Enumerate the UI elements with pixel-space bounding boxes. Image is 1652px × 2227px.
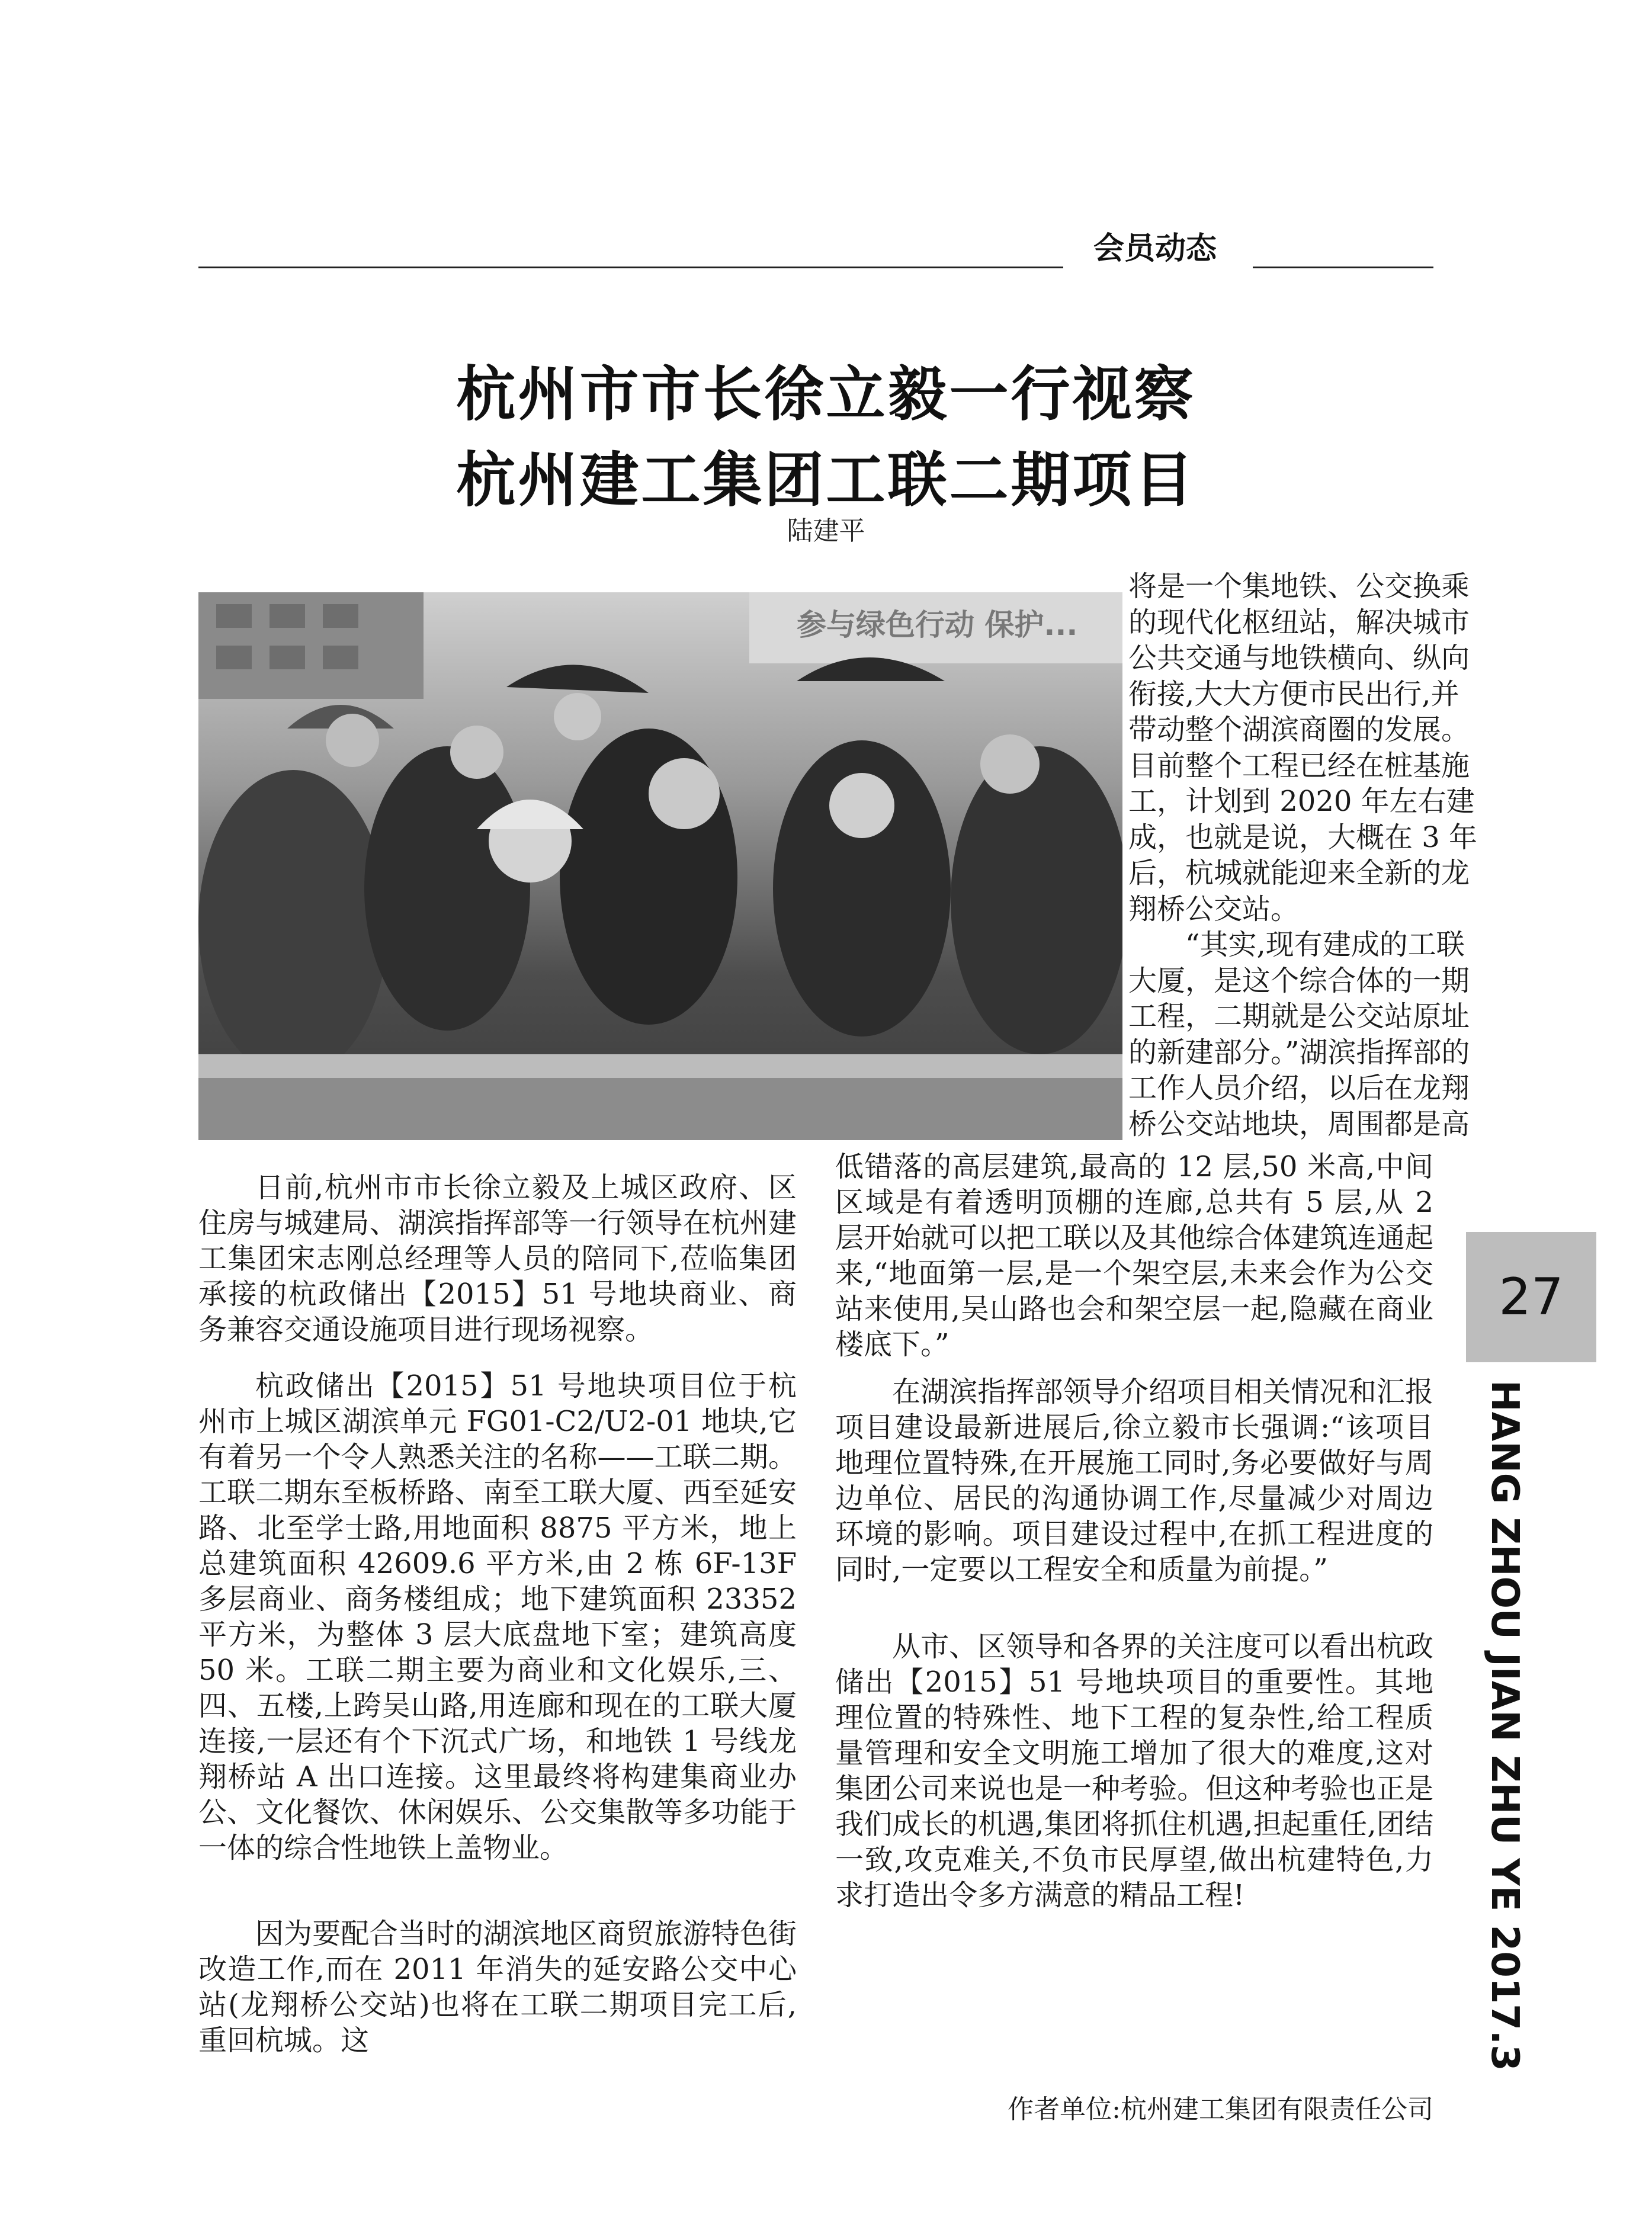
right-col-paragraph-2: 在湖滨指挥部领导介绍项目相关情况和汇报项目建设最新进展后,徐立毅市长强调:“该项目地理位置特殊,在开展施工同时,务必要做好与周边单位、居民的沟通协调工作,尽量减少对周边环境的影响。项目建设过程中,在抓工程进度的同时,一定要以工程安全和质量为前提。” <box>835 1375 1433 1586</box>
article-title-line-1: 杭州市市长徐立毅一行视察 <box>456 360 1196 429</box>
right-col-line: 的现代化枢纽站，解决城市 <box>1128 605 1470 639</box>
right-col-line: 桥公交站地块，周围都是高 <box>1128 1107 1470 1141</box>
right-col-line: 的新建部分。”湖滨指挥部的 <box>1128 1035 1470 1069</box>
article-author: 陆建平 <box>787 516 865 546</box>
right-col-line: 工作人员介绍，以后在龙翔 <box>1128 1071 1470 1105</box>
left-col-paragraph-3: 因为要配合当时的湖滨地区商贸旅游特色街改造工作,而在 2011 年消失的延安路公交中心站(龙翔桥公交站)也将在工联二期项目完工后,重回杭城。这 <box>198 1917 797 2057</box>
banner-text: 参与绿色行动 保护... <box>797 608 1078 642</box>
right-col-paragraph-3: 从市、区领导和各界的关注度可以看出杭政储出【2015】51 号地块项目的重要性。其地理位置的特殊性、地下工程的复杂性,给工程质量管理和安全文明施工增加了很大的难度,这对集团公司来说也是一种考验。但这种考验也正是我们成长的机遇,集团将抓住机遇,担起重任,团结一致,攻克难关,不负市民厚望,做出杭建特色,力求打造出令多方满意的精品工程! <box>835 1630 1433 1912</box>
header-rule-left <box>198 267 1063 268</box>
right-column-top <box>1128 569 1478 1142</box>
left-col-paragraph-2: 杭政储出【2015】51 号地块项目位于杭州市上城区湖滨单元 FG01-C2/U2-01 地块,它有着另一个令人熟悉关注的名称——工联二期。工联二期东至板桥路、南至工联大厦、西至延安路、北至学士路,用地面积 8875 平方米，地上总建筑面积 42609.6 平方米,由 2 栋 6F-13F 多层商业、商务楼组成；地下建筑面积 23352 平方米，为整体 3 层大底盘地下室；建筑高度 50 米。工联二期主要为商业和文化娱乐,三、四、五楼,上跨吴山路,用连廊和现在的工联大厦连接,一层还有个下沉式广场，和地铁 1 号线龙翔桥站 A 出口连接。这里最终将构建集商业办公、文化餐饮、休闲娱乐、公交集散等多功能于一体的综合性地铁上盖物业。 <box>198 1369 797 1865</box>
right-col-line: 目前整个工程已经在桩基施 <box>1128 749 1470 782</box>
page-number: 27 <box>1466 1232 1596 1362</box>
article-photo <box>198 592 1122 1140</box>
right-col-line: 工，计划到 2020 年左右建 <box>1128 785 1475 818</box>
right-col-line: “其实,现有建成的工联 <box>1185 928 1465 961</box>
journal-name: HANG ZHOU JIAN ZHU YE 2017.3 <box>1483 1380 1526 2071</box>
right-col-line: 公共交通与地铁横向、纵向 <box>1128 641 1470 675</box>
right-col-line: 衔接,大大方便市民出行,并 <box>1128 677 1459 711</box>
photo-illustration <box>198 592 1122 1140</box>
left-col-paragraph-1: 日前,杭州市市长徐立毅及上城区政府、区住房与城建局、湖滨指挥部等一行领导在杭州建工集团宋志刚总经理等人员的陪同下,莅临集团承接的杭政储出【2015】51 号地块商业、商务兼容交通设施项目进行现场视察。 <box>198 1171 797 1346</box>
header-rule-right <box>1253 267 1433 268</box>
right-col-line: 大厦，是这个综合体的一期 <box>1128 964 1470 997</box>
right-col-line: 翔桥公交站。 <box>1128 892 1300 926</box>
author-affiliation: 作者单位:杭州建工集团有限责任公司 <box>1008 2094 1433 2125</box>
right-col-line: 将是一个集地铁、公交换乘 <box>1128 570 1470 603</box>
article-title-line-2: 杭州建工集团工联二期项目 <box>456 445 1196 515</box>
right-col-line: 带动整个湖滨商圈的发展。 <box>1128 713 1470 746</box>
right-col-paragraph-1: 低错落的高层建筑,最高的 12 层,50 米高,中间区域是有着透明顶棚的连廊,总共有 5 层,从 2 层开始就可以把工联以及其他综合体建筑连通起来,“地面第一层,是一个架空层,未来会作为公交站来使用,吴山路也会和架空层一起,隐藏在商业楼底下。” <box>835 1150 1433 1361</box>
right-col-line: 后，杭城就能迎来全新的龙 <box>1128 856 1470 890</box>
right-col-line: 成，也就是说，大概在 3 年 <box>1128 820 1478 854</box>
right-col-line: 工程，二期就是公交站原址 <box>1128 1000 1470 1033</box>
section-label: 会员动态 <box>1093 231 1217 267</box>
